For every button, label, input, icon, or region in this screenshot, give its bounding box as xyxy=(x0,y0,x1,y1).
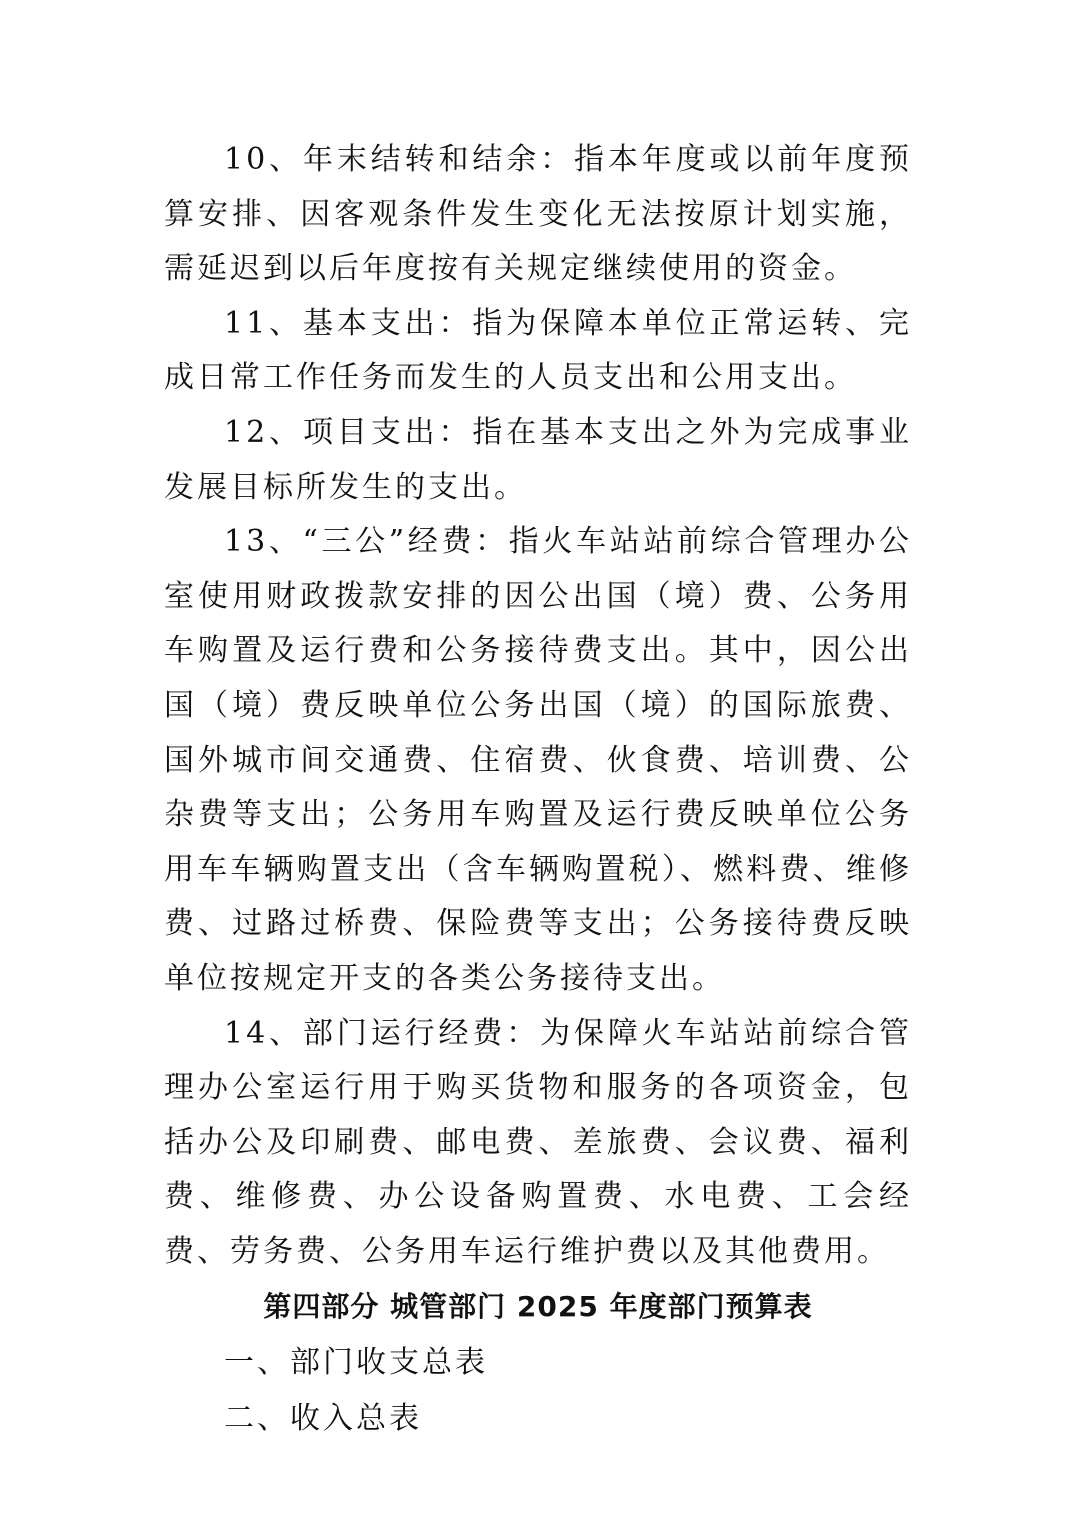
list-item-revenue-expenditure-summary: 一、部门收支总表 xyxy=(224,1345,488,1381)
paragraph-11-basic-expenditure: 11、基本支出：指为保障本单位正常运转、完成日常工作任务而发生的人员支出和公用支出。 xyxy=(164,305,912,396)
paragraph-14-operating-funds: 14、部门运行经费：为保障火车站站前综合管理办公室运行用于购买货物和服务的各项资金，包括办公及印刷费、邮电费、差旅费、会议费、福利费、维修费、办公设备购置费、水电费、工会经费、劳务费、公务用车运行维护费以及其他费用。 xyxy=(164,1015,912,1269)
paragraph-13-three-public-funds: 13、“三公”经费：指火车站站前综合管理办公室使用财政拨款安排的因公出国（境）费、公务用车购置及运行费和公务接待费支出。其中，因公出国（境）费反映单位公务出国（境）的国际旅费、国外城市间交通费、住宿费、伙食费、培训费、公杂费等支出；公务用车购置及运行费反映单位公务用车车辆购置支出（含车辆购置税）、燃料费、维修费、过路过桥费、保险费等支出；公务接待费反映单位按规定开支的各类公务接待支出。 xyxy=(164,524,912,996)
document-page xyxy=(164,133,912,1447)
list-item-revenue-summary: 二、收入总表 xyxy=(224,1401,422,1437)
paragraph-10-carryover: 10、年末结转和结余：指本年度或以前年度预算安排、因客观条件发生变化无法按原计划实施，需延迟到以后年度按有关规定继续使用的资金。 xyxy=(164,142,912,287)
paragraph-12-project-expenditure: 12、项目支出：指在基本支出之外为完成事业发展目标所发生的支出。 xyxy=(164,414,912,505)
section-title: 第四部分 城管部门 2025 年度部门预算表 xyxy=(263,1290,813,1324)
